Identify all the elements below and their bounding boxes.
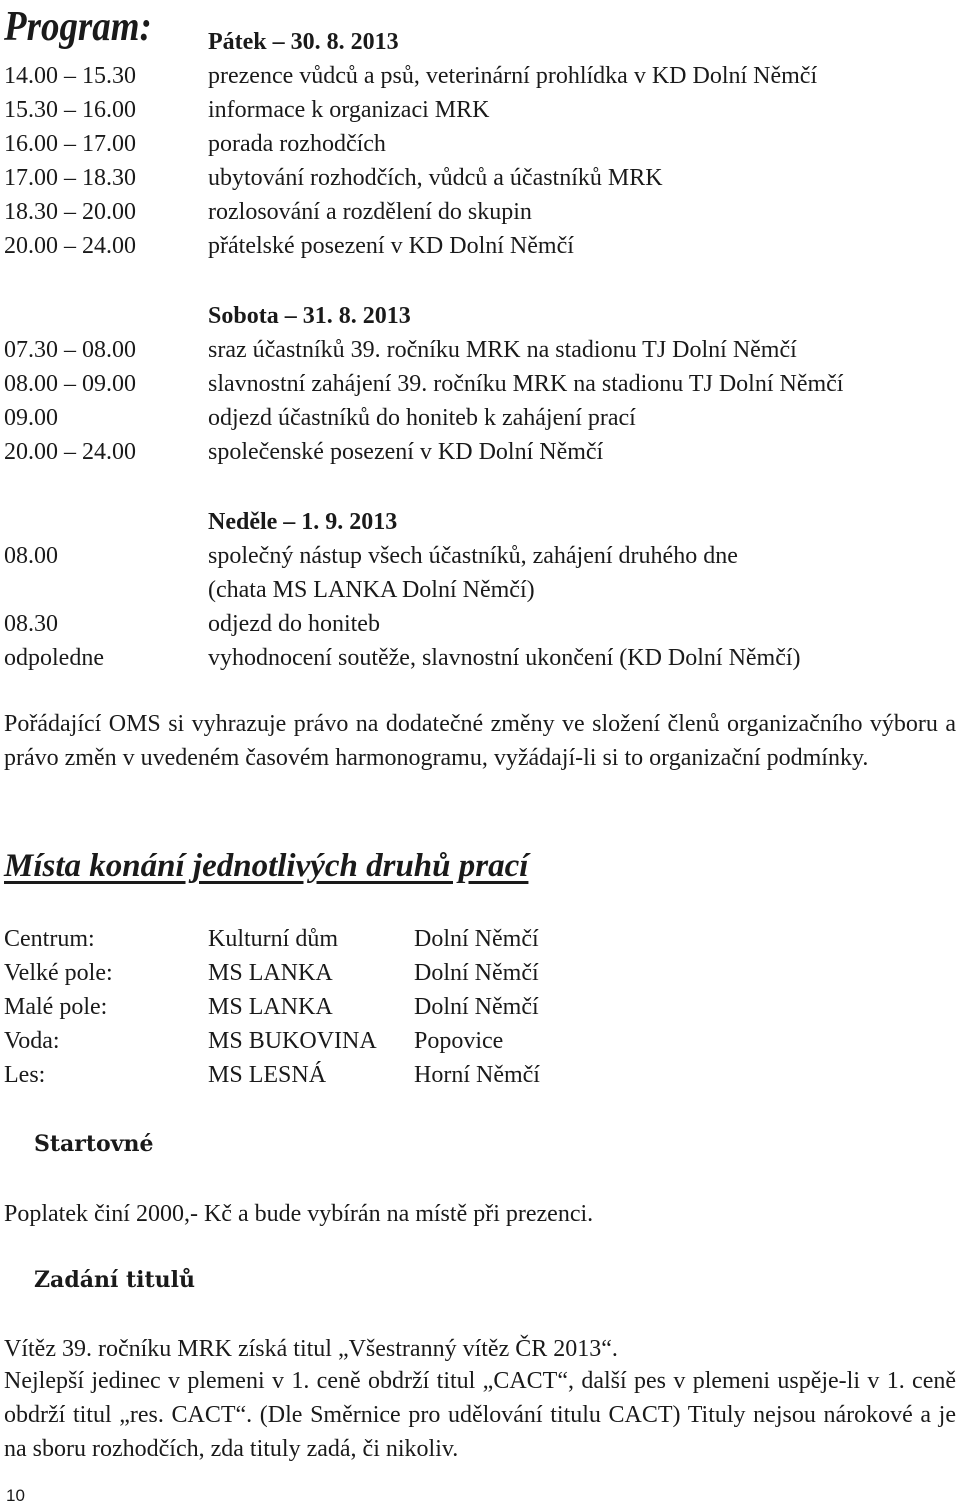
friday-time-2: 15.30 – 16.00 xyxy=(4,97,136,123)
sunday-desc-1: společný nástup všech účastníků, zahájení druhého dne xyxy=(208,543,738,569)
sunday-desc-4: vyhodnocení soutěže, slavnostní ukončení (KD Dolní Němčí) xyxy=(208,645,801,671)
saturday-time-3: 09.00 xyxy=(4,405,58,431)
sunday-time-4: odpoledne xyxy=(4,645,104,671)
venue-city-velke-pole: Dolní Němčí xyxy=(414,960,539,986)
venue-place-centrum: Kulturní dům xyxy=(208,926,338,952)
sunday-heading: Neděle – 1. 9. 2013 xyxy=(208,509,398,535)
venues-title: Místa konání jednotlivých druhů prací xyxy=(4,848,529,884)
saturday-time-1: 07.30 – 08.00 xyxy=(4,337,136,363)
venue-city-les: Horní Němčí xyxy=(414,1062,540,1088)
sunday-desc-2: (chata MS LANKA Dolní Němčí) xyxy=(208,577,535,603)
venue-place-velke-pole: MS LANKA xyxy=(208,960,333,986)
venue-label-les: Les: xyxy=(4,1062,46,1088)
venue-label-voda: Voda: xyxy=(4,1028,60,1054)
saturday-desc-4: společenské posezení v KD Dolní Němčí xyxy=(208,439,604,465)
venue-place-voda: MS BUKOVINA xyxy=(208,1028,377,1054)
friday-time-5: 18.30 – 20.00 xyxy=(4,199,136,225)
saturday-desc-2: slavnostní zahájení 39. ročníku MRK na stadionu TJ Dolní Němčí xyxy=(208,371,844,397)
venue-city-centrum: Dolní Němčí xyxy=(414,926,539,952)
venue-city-male-pole: Dolní Němčí xyxy=(414,994,539,1020)
friday-time-3: 16.00 – 17.00 xyxy=(4,131,136,157)
fee-heading: Startovné xyxy=(34,1131,154,1157)
friday-heading: Pátek – 30. 8. 2013 xyxy=(208,29,399,55)
friday-time-6: 20.00 – 24.00 xyxy=(4,233,136,259)
friday-time-1: 14.00 – 15.30 xyxy=(4,63,136,89)
friday-desc-2: informace k organizaci MRK xyxy=(208,97,490,123)
saturday-heading: Sobota – 31. 8. 2013 xyxy=(208,303,411,329)
sunday-time-1: 08.00 xyxy=(4,543,58,569)
titles-heading: Zadání titulů xyxy=(34,1267,195,1293)
venue-label-centrum: Centrum: xyxy=(4,926,95,952)
venue-city-voda: Popovice xyxy=(414,1028,504,1054)
titles-paragraph: Nejlepší jedinec v plemeni v 1. ceně obdrží titul „CACT“, další pes v plemeni uspěje-li v 1. ceně obdrží titul „res. CACT“. (Dle Směrnice pro udělování titulu CACT) Tituly nejsou nárokové a je na sboru rozhodčích, zda tituly zadá, či nikoliv. xyxy=(4,1368,956,1462)
saturday-time-4: 20.00 – 24.00 xyxy=(4,439,136,465)
friday-desc-4: ubytování rozhodčích, vůdců a účastníků MRK xyxy=(208,165,663,191)
sunday-desc-3: odjezd do honiteb xyxy=(208,611,380,637)
page-title: Program: xyxy=(4,4,152,50)
venue-place-les: MS LESNÁ xyxy=(208,1062,327,1088)
disclaimer-paragraph: Pořádající OMS si vyhrazuje právo na dodatečné změny ve složení členů organizačního výboru a právo změn v uvedeném časovém harmonogramu, vyžádají-li si to organizační podmínky. xyxy=(4,711,956,771)
saturday-desc-3: odjezd účastníků do honiteb k zahájení prací xyxy=(208,405,636,431)
sunday-time-3: 08.30 xyxy=(4,611,58,637)
friday-desc-6: přátelské posezení v KD Dolní Němčí xyxy=(208,233,574,259)
friday-desc-5: rozlosování a rozdělení do skupin xyxy=(208,199,532,225)
fee-text: Poplatek činí 2000,- Kč a bude vybírán na místě při prezenci. xyxy=(4,1201,594,1227)
friday-desc-1: prezence vůdců a psů, veterinární prohlídka v KD Dolní Němčí xyxy=(208,63,818,89)
page-number: 10 xyxy=(6,1486,25,1505)
venue-label-velke-pole: Velké pole: xyxy=(4,960,113,986)
saturday-desc-1: sraz účastníků 39. ročníku MRK na stadionu TJ Dolní Němčí xyxy=(208,337,797,363)
friday-time-4: 17.00 – 18.30 xyxy=(4,165,136,191)
saturday-time-2: 08.00 – 09.00 xyxy=(4,371,136,397)
titles-winner-line: Vítěz 39. ročníku MRK získá titul „Všestranný vítěz ČR 2013“. xyxy=(4,1336,618,1362)
friday-desc-3: porada rozhodčích xyxy=(208,131,386,157)
venue-place-male-pole: MS LANKA xyxy=(208,994,333,1020)
venue-label-male-pole: Malé pole: xyxy=(4,994,108,1020)
